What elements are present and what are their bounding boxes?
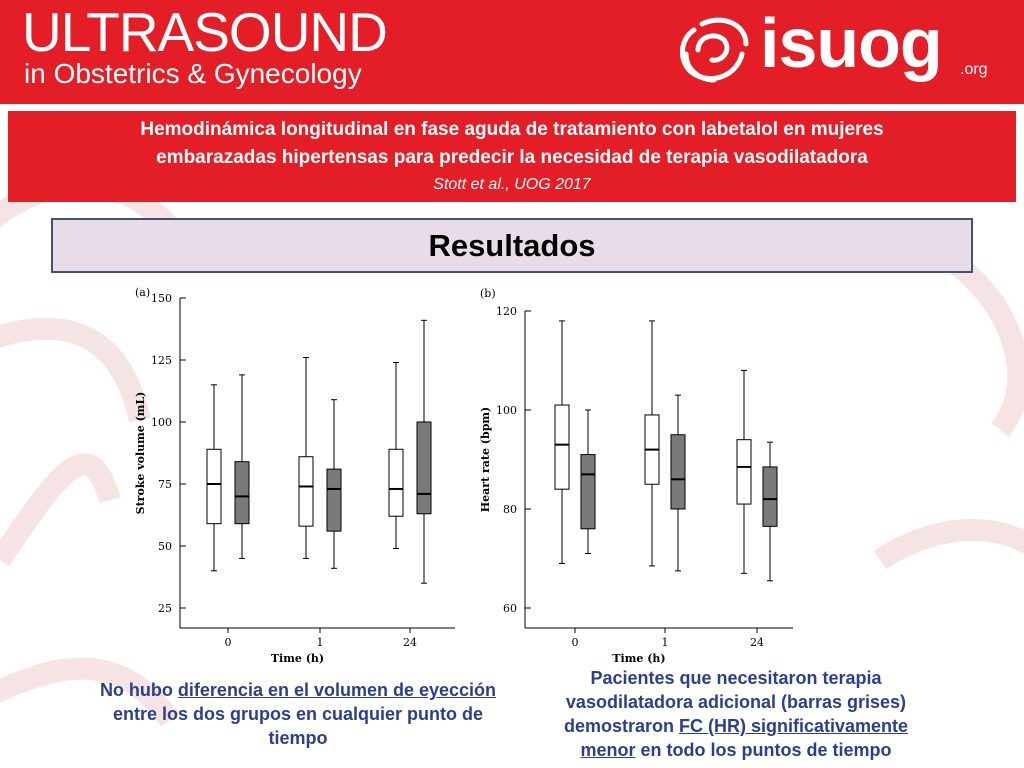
x-tick-label: 24 [750,636,764,649]
x-tick-label: 0 [224,636,232,649]
y-axis-label: Heart rate (bpm) [479,406,492,513]
box-iqr [235,462,249,524]
x-axis-label: Time (h) [612,652,666,665]
caption-left-text-2: entre los dos grupos en cualquier punto de tiempo [112,704,484,748]
journal-header [0,0,1024,104]
box-iqr [417,422,431,514]
y-tick-label: 100 [151,416,172,429]
journal-subtitle: in Obstetrics & Gynecology [24,58,362,89]
y-tick-label: 100 [496,404,517,417]
box-iqr [763,467,777,526]
caption-right-text-2: en todo los puntos de tiempo [635,740,892,760]
paper-citation: Stott et al., UOG 2017 [433,176,591,193]
y-tick-label: 75 [158,478,172,491]
caption-left-text-1: No hubo [99,680,178,700]
x-tick-label: 24 [403,636,417,649]
box-iqr [389,449,403,516]
box-iqr [737,440,751,504]
box-iqr [207,449,221,523]
y-tick-label: 50 [158,540,172,553]
paper-title-line-2: embarazadas hipertensas para predecir la necesidad de terapia vasodilatadora [156,147,868,168]
paper-title [8,116,1016,172]
section-title: Resultados [428,228,596,263]
y-tick-label: 60 [503,602,517,615]
x-tick-label: 1 [661,636,669,649]
y-tick-label: 150 [151,292,172,305]
caption-left-underlined: diferencia en el volumen de eyección [177,680,497,700]
box-iqr [581,455,595,529]
y-axis-label: Stroke volume (mL) [134,391,147,515]
box-iqr [299,457,313,526]
y-tick-label: 120 [496,305,517,318]
box-iqr [671,435,685,509]
brand-suffix: .org [960,61,988,78]
x-axis-label: Time (h) [270,652,325,665]
panel-label: (a) [135,286,151,299]
paper-title-line-1: Hemodinámica longitudinal en fase aguda de tratamiento con labetalol en mujeres [140,119,884,140]
caption-right-text-1: Pacientes que necesitaron terapia vasodilatadora adicional (barras grises) demostraron [563,668,907,736]
heart-rate-boxplot [475,283,805,668]
y-tick-label: 125 [151,354,172,367]
panel-label: (b) [480,287,496,300]
box-iqr [327,469,341,531]
x-tick-label: 1 [316,636,324,649]
caption-stroke-volume [88,678,508,750]
caption-heart-rate [540,666,932,762]
isuog-logo-icon [672,10,758,90]
x-tick-label: 0 [571,636,579,649]
caption-right-underlined: FC (HR) significativamente menor [580,716,909,760]
stroke-volume-boxplot [130,283,460,668]
paper-title-box [8,111,1016,202]
y-tick-label: 80 [503,503,517,516]
section-title-box [51,218,973,273]
y-tick-label: 25 [158,602,172,615]
journal-title: ULTRASOUND [22,1,387,63]
box-iqr [555,405,569,489]
brand-name: isuog [760,4,942,82]
